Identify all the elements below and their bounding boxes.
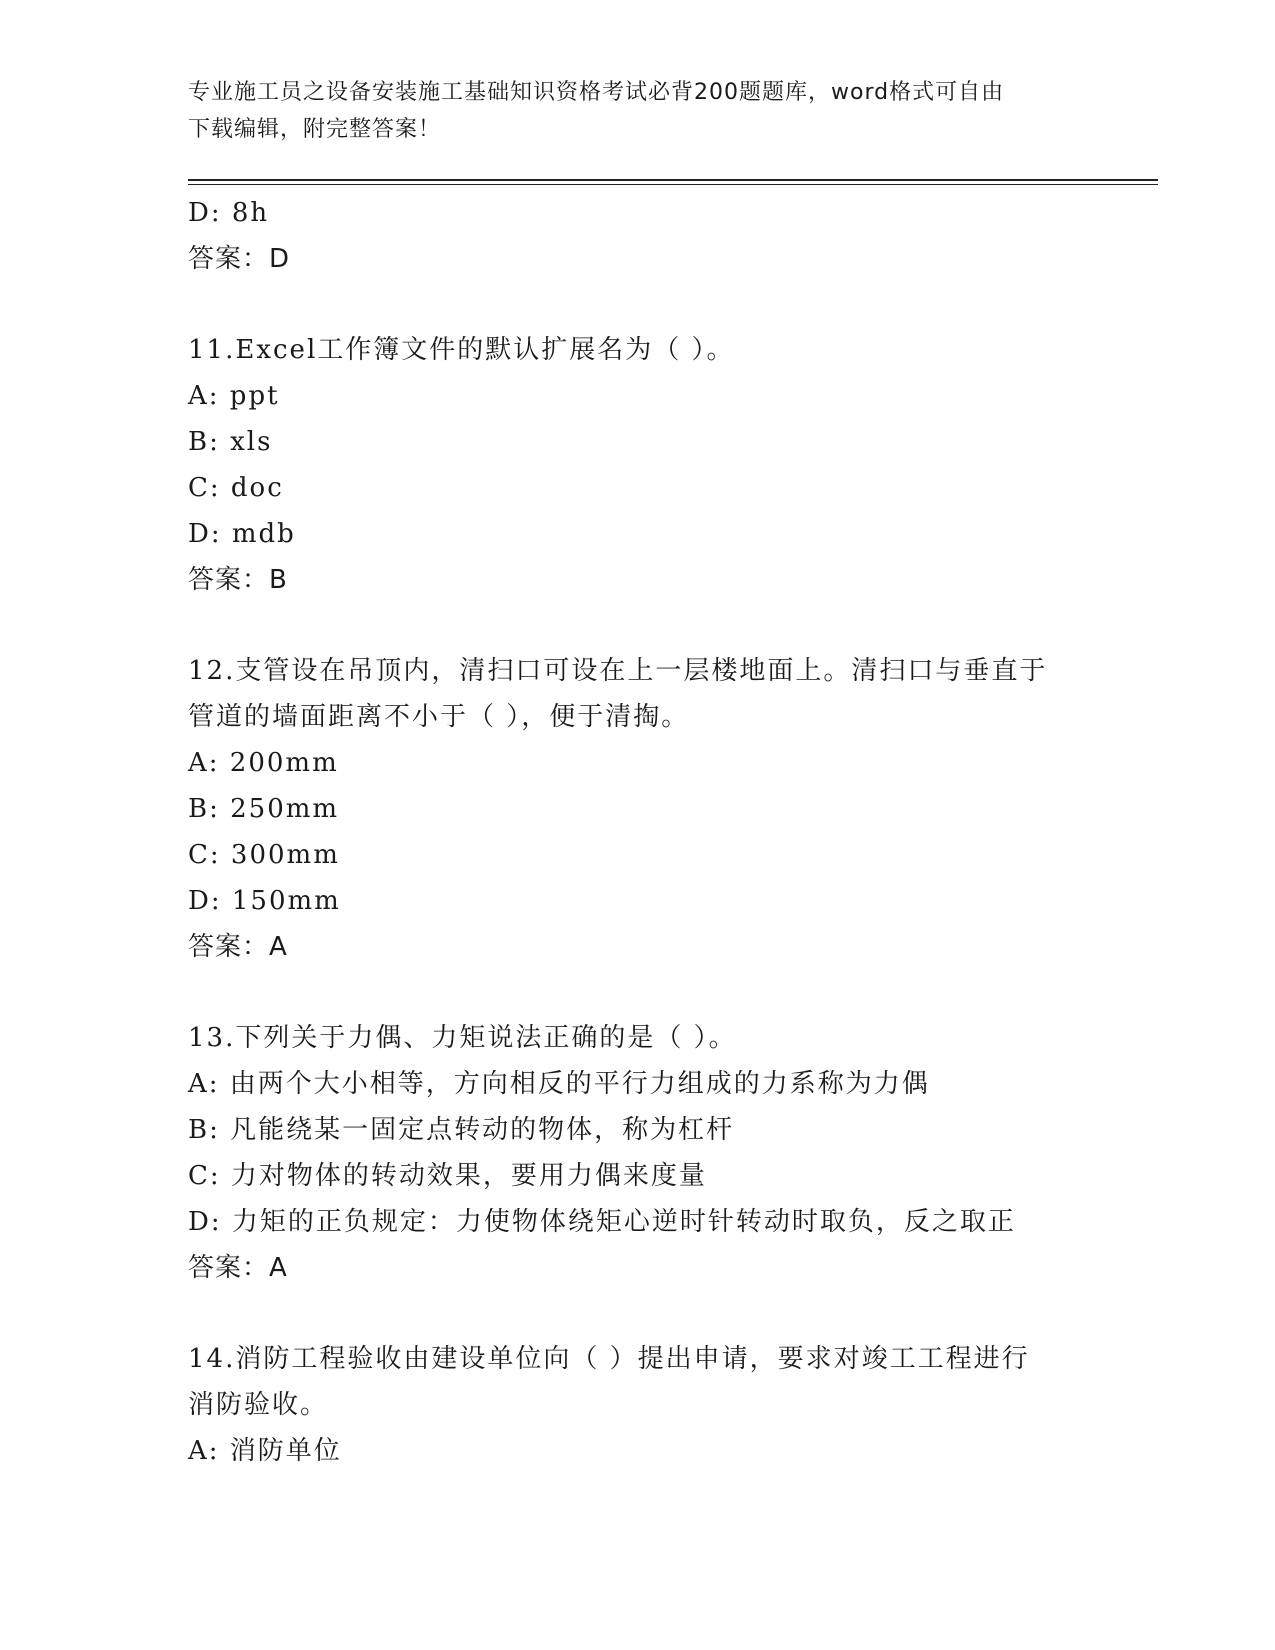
answer: 答案：B [188,565,288,595]
header-divider-thick [188,179,1158,181]
option-d: D: 150mm [188,886,341,916]
option-a: A: 由两个大小相等，方向相反的平行力组成的力系称为力偶 [188,1069,930,1099]
option-a: A: 200mm [188,748,339,778]
question-list [188,190,1148,1474]
option-c: C: doc [188,473,284,503]
option-d: D: mdb [188,519,296,549]
question-stem: 13.下列关于力偶、力矩说法正确的是（ ）。 [188,1023,737,1053]
header-divider-thin [188,184,1158,185]
question-12 [188,648,1148,970]
question-13 [188,1015,1148,1291]
answer: 答案：A [188,1253,288,1283]
option-b: B: 250mm [188,794,340,824]
option-b: B: 凡能绕某一固定点转动的物体，称为杠杆 [188,1115,735,1145]
question-11 [188,327,1148,603]
option-d: D: 力矩的正负规定：力使物体绕矩心逆时针转动时取负，反之取正 [188,1207,1016,1237]
question-14 [188,1336,1148,1474]
header-line-1: 专业施工员之设备安装施工基础知识资格考试必背200题题库，word格式可自由 [188,80,1005,105]
header-line-2: 下载编辑，附完整答案！ [188,117,442,142]
question-stem: 14.消防工程验收由建设单位向（ ）提出申请，要求对竣工工程进行 [188,1344,1030,1374]
question-stem-cont: 管道的墙面距离不小于（ ），便于清掏。 [188,702,690,732]
option-c: C: 300mm [188,840,340,870]
question-stem: 12.支管设在吊顶内，清扫口可设在上一层楼地面上。清扫口与垂直于 [188,656,1048,686]
option-d: D: 8h [188,198,270,228]
question-stem-cont: 消防验收。 [188,1390,329,1420]
option-c: C: 力对物体的转动效果，要用力偶来度量 [188,1161,707,1191]
answer: 答案：A [188,932,288,962]
answer: 答案：D [188,244,291,274]
option-b: B: xls [188,427,273,457]
option-a: A: 消防单位 [188,1436,342,1466]
document-header [188,74,1088,148]
question-stem: 11.Excel工作簿文件的默认扩展名为（ ）。 [188,335,735,365]
option-a: A: ppt [188,381,280,411]
